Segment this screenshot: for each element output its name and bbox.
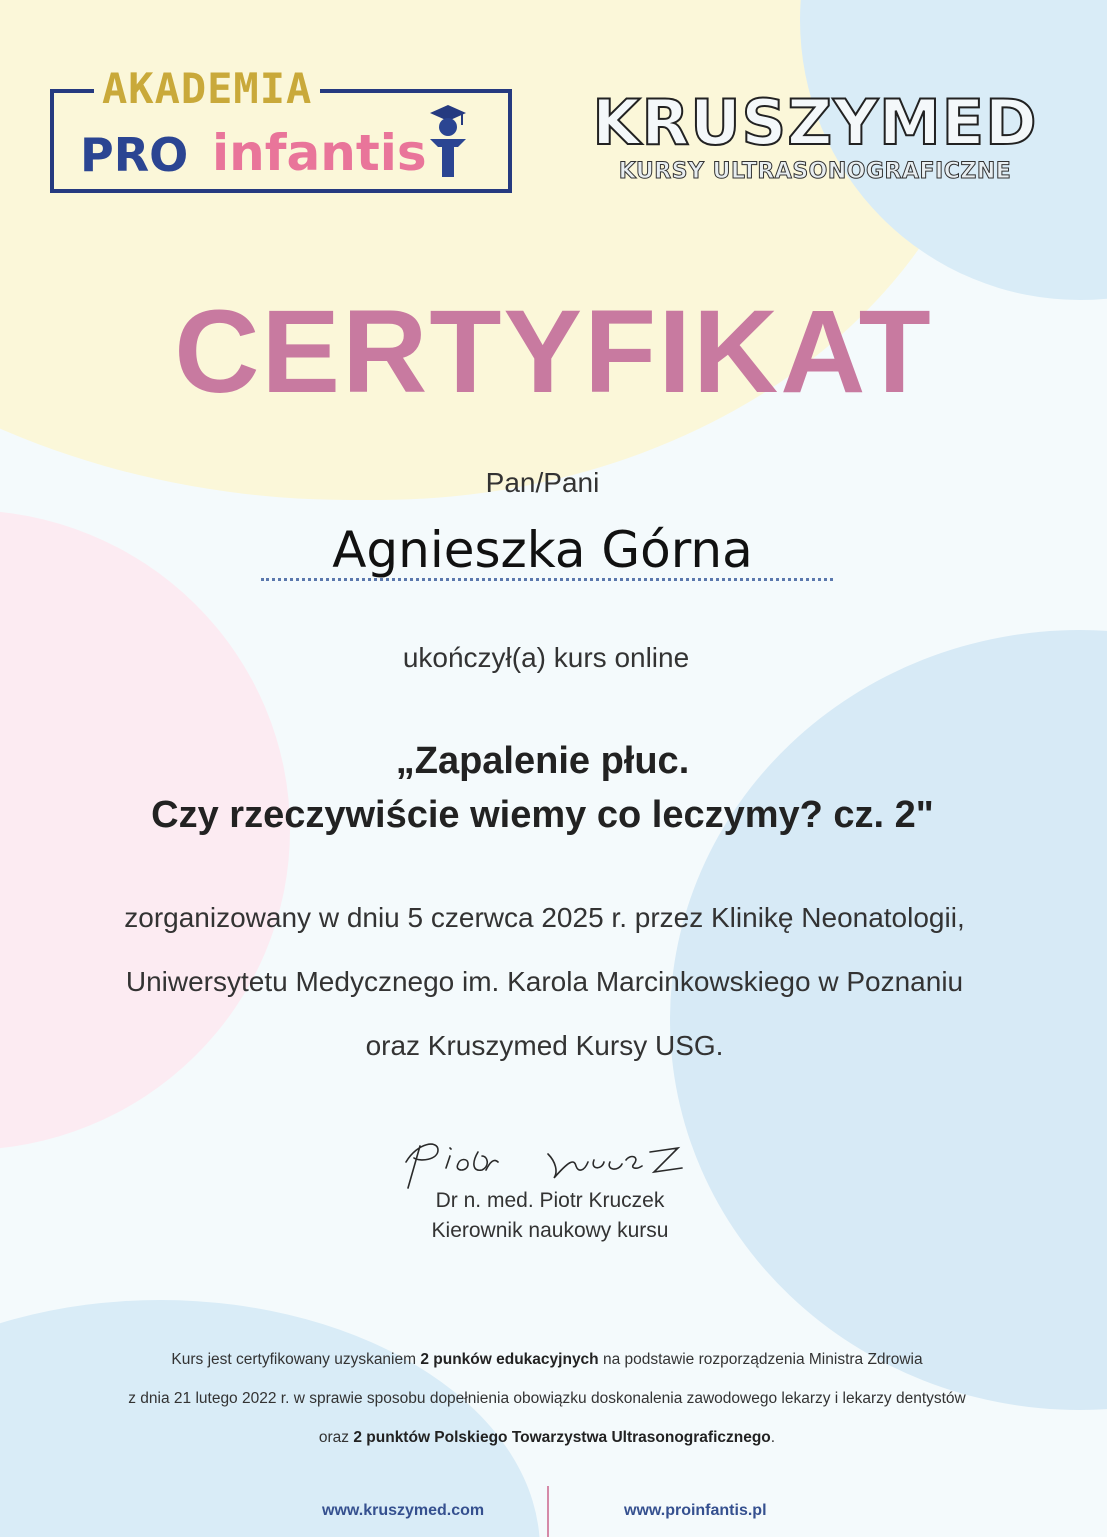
footer-divider bbox=[547, 1486, 549, 1537]
logo-pro-text: PRO bbox=[80, 128, 189, 182]
completion-text: ukończył(a) kurs online bbox=[402, 642, 690, 673]
accreditation-points: 2 punków edukacyjnych bbox=[420, 1351, 599, 1368]
accreditation-line-2: z dnia 21 lutego 2022 r. w sprawie sposobu dopełnienia obowiązku doskonalenia zawodowego lekarzy i lekarzy dentystów bbox=[128, 1390, 966, 1407]
signer-role: Kierownik naukowy kursu bbox=[431, 1219, 669, 1242]
accreditation-text: na podstawie rozporządzenia Ministra Zdrowia bbox=[598, 1351, 923, 1368]
signer-name: Dr n. med. Piotr Kruczek bbox=[435, 1189, 665, 1212]
certificate-title: CERTYFIKAT bbox=[174, 286, 933, 418]
organizer-line-3: oraz Kruszymed Kursy USG. bbox=[365, 1030, 724, 1061]
course-title bbox=[0, 734, 1085, 842]
recipient-name: Agnieszka Górna bbox=[332, 521, 753, 579]
organizer-text bbox=[0, 886, 1089, 1078]
logo-infantis-text: infantis bbox=[212, 124, 427, 182]
course-title-line-1: „Zapalenie płuc. bbox=[395, 740, 690, 782]
kruszymed-website-link[interactable]: www.kruszymed.com bbox=[322, 1502, 485, 1519]
accreditation-line-3 bbox=[0, 1418, 1094, 1457]
signer-block bbox=[350, 1186, 750, 1246]
kruszymed-logo bbox=[570, 86, 1060, 194]
handwritten-signature bbox=[398, 1132, 698, 1192]
logo-akademia-text: AKADEMIA bbox=[94, 65, 320, 113]
organizer-line-1: zorganizowany w dniu 5 czerwca 2025 r. przez Klinikę Neonatologii, bbox=[124, 902, 965, 933]
logo-kruszymed-subtitle: KURSY ULTRASONOGRAFICZNE bbox=[618, 159, 1012, 184]
footer bbox=[0, 1486, 1107, 1537]
accreditation-text: Kurs jest certyfikowany uzyskaniem bbox=[171, 1351, 421, 1368]
accreditation-points-ptu: 2 punktów Polskiego Towarzystwa Ultrasonograficznego bbox=[353, 1429, 771, 1446]
logo-kruszymed-text: KRUSZYMED bbox=[592, 86, 1038, 159]
accreditation-note bbox=[0, 1340, 1094, 1457]
akademia-proinfantis-logo bbox=[50, 64, 512, 193]
accreditation-text: . bbox=[770, 1429, 776, 1446]
salutation: Pan/Pani bbox=[485, 467, 600, 498]
accreditation-text: oraz bbox=[318, 1429, 354, 1446]
name-dotted-line bbox=[261, 578, 833, 581]
accreditation-line-1 bbox=[0, 1340, 1094, 1379]
graduate-figure-icon bbox=[422, 103, 472, 183]
course-title-line-2: Czy rzeczywiście wiemy co leczymy? cz. 2" bbox=[151, 794, 934, 836]
organizer-line-2: Uniwersytetu Medycznego im. Karola Marcinkowskiego w Poznaniu bbox=[125, 966, 964, 997]
proinfantis-website-link[interactable]: www.proinfantis.pl bbox=[624, 1502, 767, 1519]
